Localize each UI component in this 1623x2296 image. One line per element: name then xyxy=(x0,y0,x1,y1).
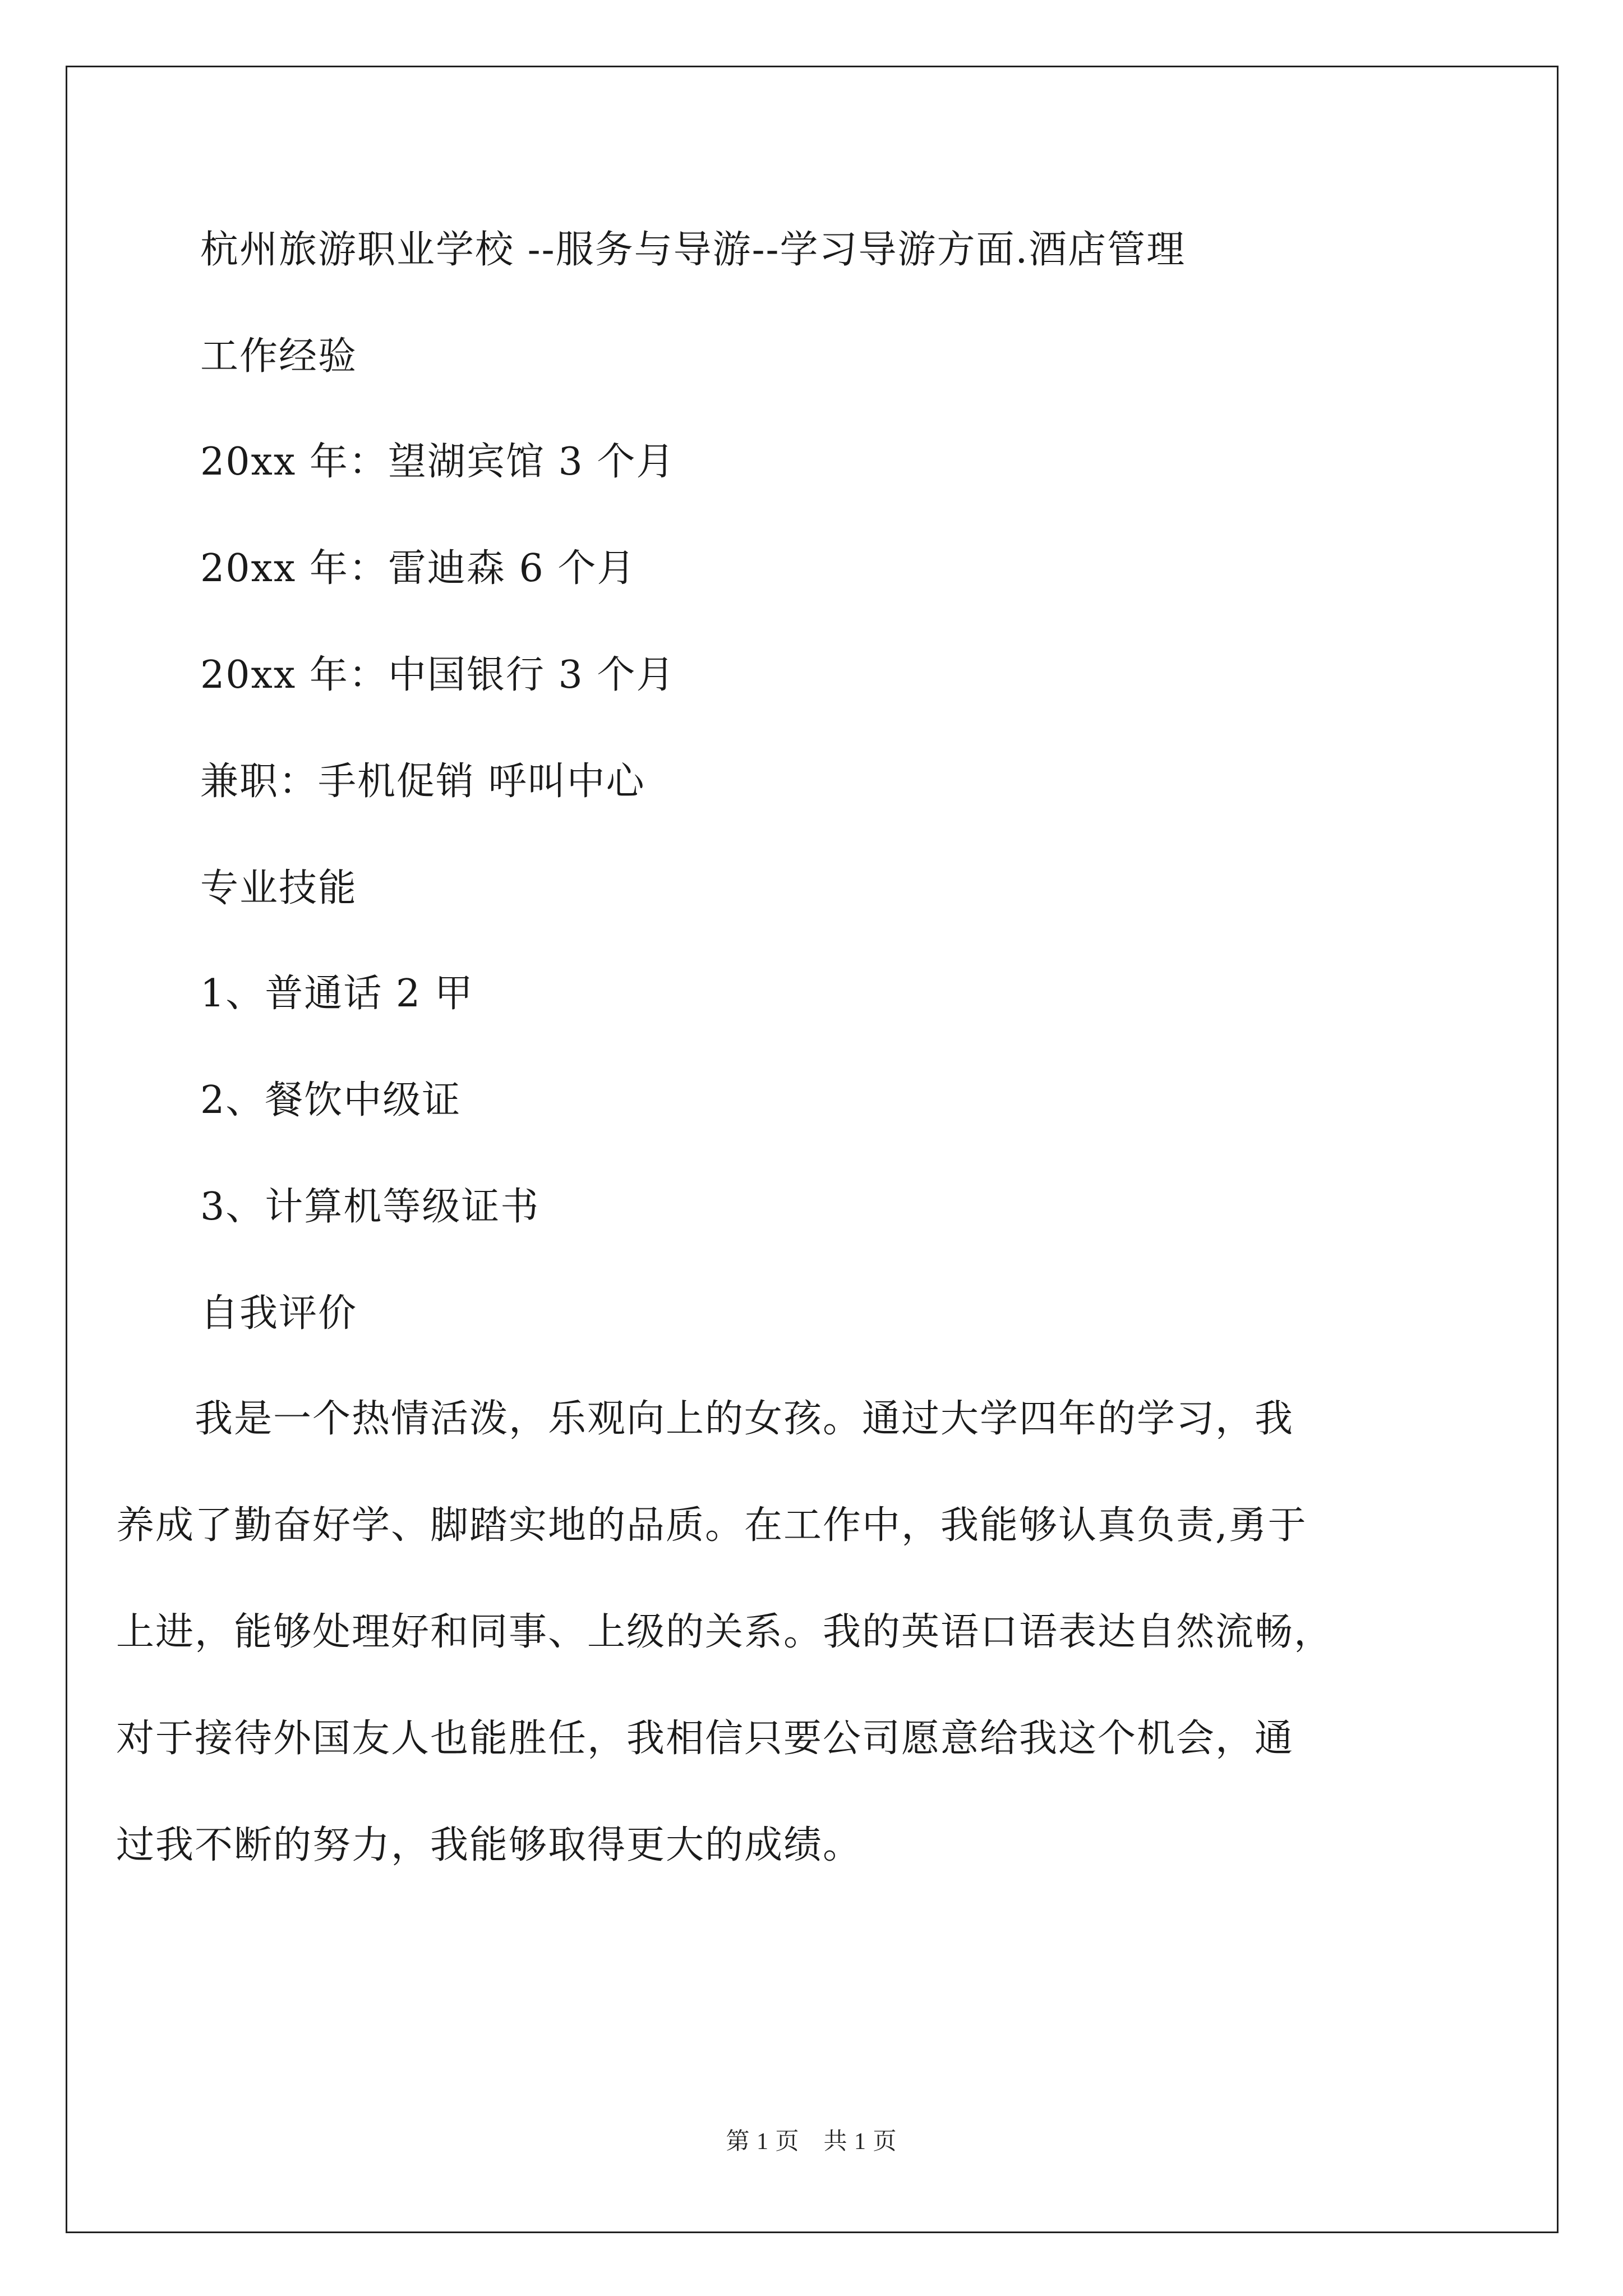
work-item-2: 20xx 年：雷迪森 6 个月 xyxy=(200,546,637,591)
paragraph-line: 我是一个热情活泼，乐观向上的女孩。通过大学四年的学习，我 xyxy=(116,1397,1294,1441)
education-line: 杭州旅游职业学校 --服务与导游--学习导游方面.酒店管理 xyxy=(200,228,1186,272)
section-heading-work-experience: 工作经验 xyxy=(200,334,358,379)
skill-item-1: 1、普通话 2 甲 xyxy=(200,972,474,1016)
paragraph-line: 上进，能够处理好和同事、上级的关系。我的英语口语表达自然流畅， xyxy=(116,1610,1334,1654)
paragraph-line: 对于接待外国友人也能胜任，我相信只要公司愿意给我这个机会，通 xyxy=(116,1717,1294,1761)
page-border xyxy=(66,66,1559,2233)
paragraph-line: 养成了勤奋好学、脚踏实地的品质。在工作中，我能够认真负责,勇于 xyxy=(116,1503,1307,1548)
section-heading-skills: 专业技能 xyxy=(200,866,358,910)
skill-item-2: 2、餐饮中级证 xyxy=(200,1078,462,1122)
work-item-1: 20xx 年：望湖宾馆 3 个月 xyxy=(200,440,676,484)
page-footer: 第 1 页 共 1 页 xyxy=(726,2129,897,2155)
part-time-line: 兼职：手机促销 呼叫中心 xyxy=(200,760,645,804)
skill-item-3: 3、计算机等级证书 xyxy=(200,1185,540,1229)
section-heading-self-evaluation: 自我评价 xyxy=(200,1291,358,1336)
paragraph-line: 过我不断的努力，我能够取得更大的成绩。 xyxy=(116,1823,863,1867)
work-item-3: 20xx 年：中国银行 3 个月 xyxy=(200,653,676,697)
